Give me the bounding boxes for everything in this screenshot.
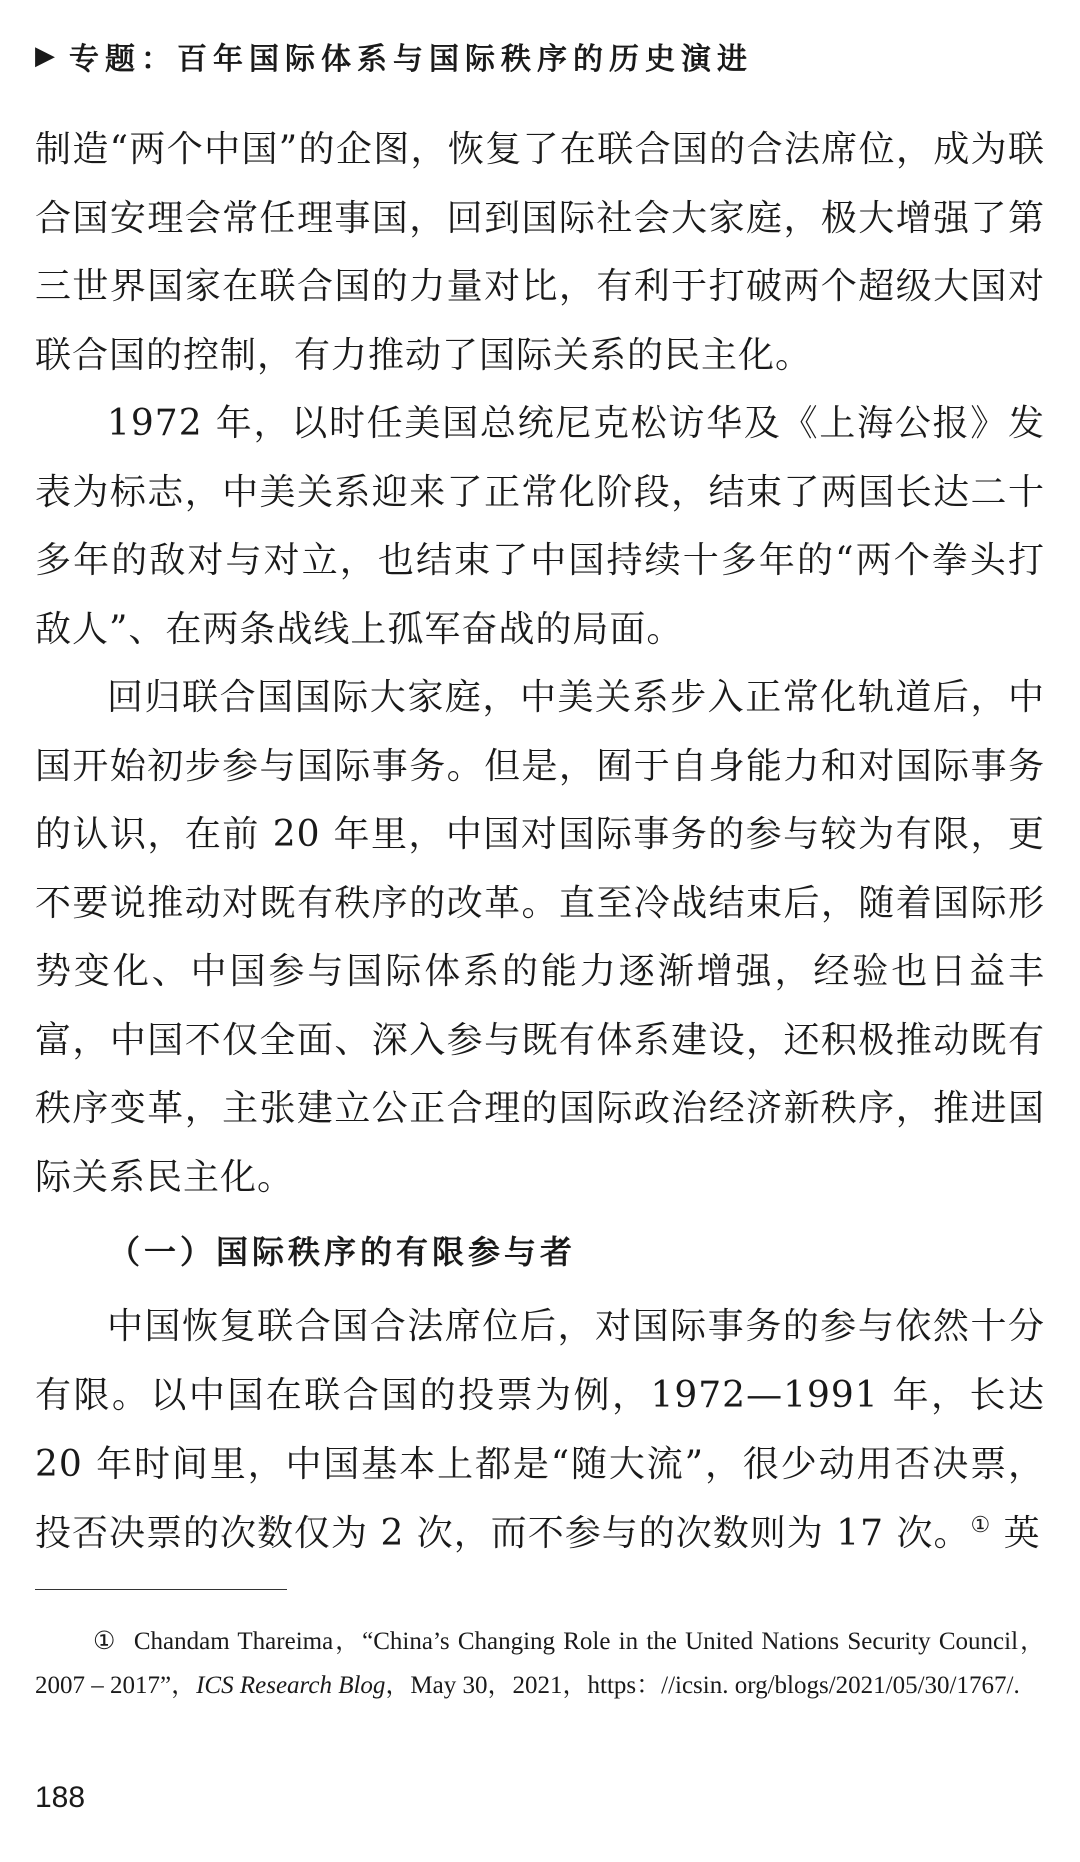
running-header-title: 专题：百年国际体系与国际秩序的历史演进	[69, 42, 753, 77]
page-number: 188	[35, 1781, 86, 1814]
footnote-divider	[35, 1589, 287, 1590]
paragraph-3: 回归联合国国际大家庭，中美关系步入正常化轨道后，中国开始初步参与国际事务。但是，囿于自身能力和对国际事务的认识，在前 20 年里，中国对国际事务的参与较为有限，更不要说推动对既有秩序的改革。直至冷战结束后，随着国际形势变化、中国参与国际体系的能力逐渐增强，经验也日益丰富，中国不仅全面、深入参与既有体系建设，还积极推动既有秩序变革，主张建立公正合理的国际政治经济新秩序，推进国际关系民主化。	[35, 677, 1045, 1198]
section-paragraph	[35, 1292, 1045, 1568]
triangle-marker-icon: ▶	[35, 41, 55, 71]
footnote-marker: ①	[93, 1628, 118, 1655]
section-body	[35, 1292, 1045, 1568]
footnote-text-start: Chandam Thareima，“China’s Changing Role in the United Nations Security Council，2007 – 2017”，	[35, 1628, 1046, 1699]
paragraph-1: 制造“两个中国”的企图，恢复了在联合国的合法席位，成为联合国安理会常任理事国，回到国际社会大家庭，极大增强了第三世界国家在联合国的力量对比，有利于打破两个超级大国对联合国的控制，有力推动了国际关系的民主化。	[35, 129, 1045, 376]
section-paragraph-text: 中国恢复联合国合法席位后，对国际事务的参与依然十分有限。以中国在联合国的投票为例，1972—1991 年，长达 20 年时间里，中国基本上都是“随大流”，很少动用否决票，投否决票的次数仅为 2 次，而不参与的次数则为 17 次。	[35, 1306, 1045, 1554]
paragraph-2: 1972 年，以时任美国总统尼克松访华及《上海公报》发表为标志，中美关系迎来了正常化阶段，结束了两国长达二十多年的敌对与对立，也结束了中国持续十多年的“两个拳头打敌人”、在两条战线上孤军奋战的局面。	[35, 403, 1045, 650]
section-heading: （一）国际秩序的有限参与者	[108, 1233, 577, 1271]
footnote-text-end: ，May 30，2021，https：//icsin. org/blogs/2021/05/30/1767/.	[385, 1672, 1020, 1699]
footnote-reference[interactable]: ①	[970, 1513, 992, 1538]
running-header	[35, 32, 1045, 80]
footnote-source-title: ICS Research Blog	[196, 1672, 386, 1699]
footnote	[35, 1620, 1045, 1708]
section-paragraph-trailing: 英	[991, 1513, 1041, 1554]
body-text	[35, 116, 1045, 1212]
